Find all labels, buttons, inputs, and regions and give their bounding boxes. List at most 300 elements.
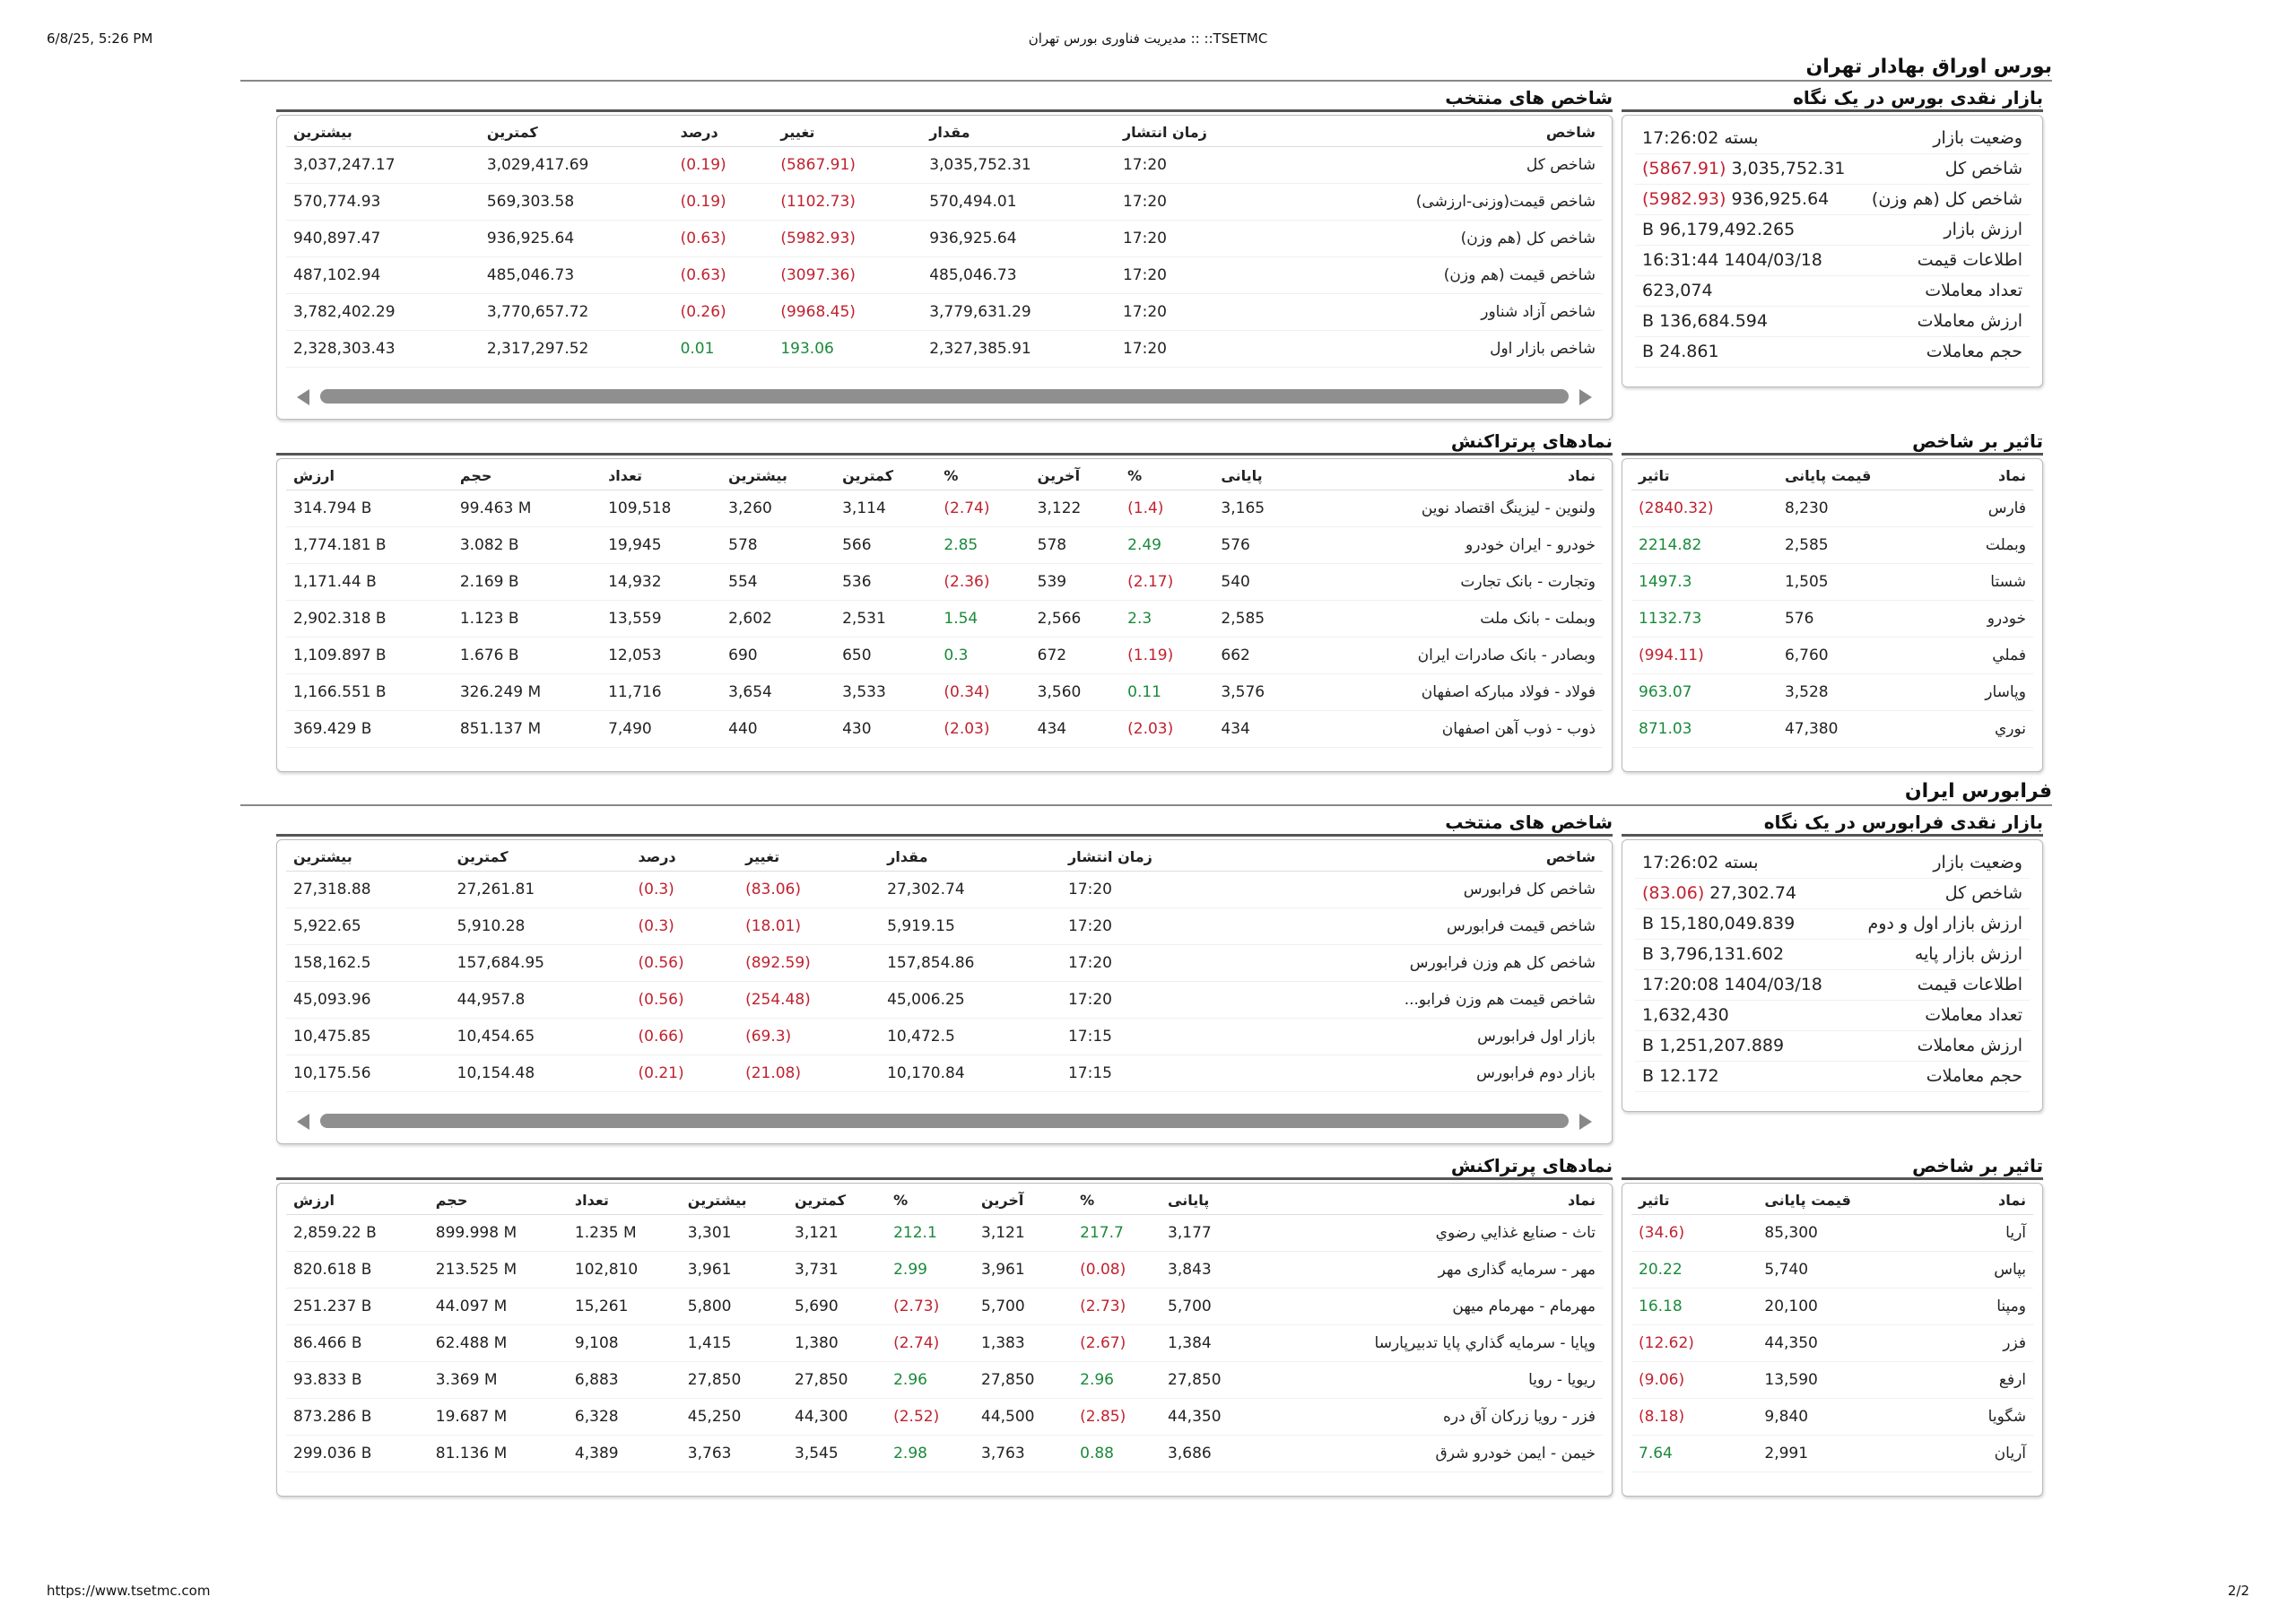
value-cell: 0.88 xyxy=(1073,1435,1161,1471)
value-cell: 578 xyxy=(1031,526,1120,563)
symbol-cell[interactable]: شاخص قیمت هم وزن فرابو... xyxy=(1237,981,1603,1018)
table-row[interactable] xyxy=(286,330,1603,367)
value-cell: 485,046.73 xyxy=(922,256,1116,293)
symbol-cell[interactable]: شستا xyxy=(1943,563,2033,600)
ifb-active-table xyxy=(286,1187,1603,1472)
glance-value: 1404/03/18 16:31:44 xyxy=(1642,250,1822,270)
value-cell: (0.08) xyxy=(1073,1251,1161,1288)
value-cell: 434 xyxy=(1213,710,1303,747)
value-cell: 3,779,631.29 xyxy=(922,293,1116,330)
value-cell: (2.73) xyxy=(1073,1288,1161,1324)
scroll-right-icon[interactable] xyxy=(1579,389,1592,405)
table-row[interactable] xyxy=(286,1288,1603,1324)
column-header[interactable]: کمترین xyxy=(787,1187,886,1214)
table-row[interactable] xyxy=(1631,1324,2033,1361)
glance-value-cell xyxy=(1635,306,1864,336)
symbol-cell[interactable]: مهر - سرمایه گذاری مهر xyxy=(1259,1251,1603,1288)
table-header-row xyxy=(286,1187,1603,1214)
column-header[interactable]: تاثیر xyxy=(1631,463,1778,490)
symbol-cell[interactable]: تاث - صنایع غذایي رضوي xyxy=(1259,1214,1603,1251)
column-header[interactable]: زمان انتشار xyxy=(1116,119,1280,146)
column-header[interactable]: بیشترین xyxy=(286,119,480,146)
column-header[interactable]: % xyxy=(1120,463,1213,490)
symbol-cell[interactable]: شاخص قیمت(وزنی-ارزشی) xyxy=(1280,183,1603,220)
symbol-cell[interactable]: شاخص کل (هم وزن) xyxy=(1280,220,1603,256)
value-cell: 27,302.74 xyxy=(880,871,1061,907)
value-cell: 86.466 B xyxy=(286,1324,429,1361)
value-cell: 45,093.96 xyxy=(286,981,450,1018)
symbol-cell[interactable]: وپایا - سرمایه گذاري پایا تدبیرپارسا xyxy=(1259,1324,1603,1361)
table-row[interactable] xyxy=(286,1214,1603,1251)
ifb-indices-panel xyxy=(276,839,1613,1144)
value-cell: 3,121 xyxy=(787,1214,886,1251)
value-cell: 45,250 xyxy=(681,1398,787,1435)
value-cell: 17:20 xyxy=(1061,907,1237,944)
tse-active-title: نمادهای پرتراکنش xyxy=(276,430,1613,456)
column-header[interactable]: شاخص xyxy=(1280,119,1603,146)
column-header[interactable]: آخرین xyxy=(974,1187,1073,1214)
ifb-indices-table xyxy=(286,844,1603,1092)
glance-value: 27,302.74 xyxy=(1709,883,1796,903)
symbol-cell[interactable]: وتجارت - بانک تجارت xyxy=(1304,563,1603,600)
value-cell: 2.96 xyxy=(1073,1361,1161,1398)
column-header[interactable]: % xyxy=(1073,1187,1161,1214)
value-cell: 10,170.84 xyxy=(880,1055,1061,1091)
glance-value-cell xyxy=(1635,1061,1860,1091)
value-cell: 899.998 M xyxy=(429,1214,568,1251)
symbol-cell[interactable]: شاخص کل xyxy=(1280,146,1603,183)
value-cell: 2,317,297.52 xyxy=(480,330,674,367)
column-header[interactable]: نماد xyxy=(1943,463,2033,490)
value-cell: (0.3) xyxy=(631,871,739,907)
scroll-left-icon[interactable] xyxy=(297,389,309,405)
symbol-cell[interactable]: شاخص کل فرابورس xyxy=(1237,871,1603,907)
value-cell: 2.96 xyxy=(886,1361,974,1398)
value-cell: 17:15 xyxy=(1061,1018,1237,1055)
column-header[interactable]: تغییر xyxy=(738,844,880,871)
column-header[interactable]: کمترین xyxy=(480,119,674,146)
value-cell: 1,505 xyxy=(1778,563,1943,600)
symbol-cell[interactable]: فزر xyxy=(1939,1324,2033,1361)
table-row[interactable] xyxy=(286,600,1603,637)
scrollbar-thumb[interactable] xyxy=(320,1114,1569,1128)
column-header[interactable]: تعداد xyxy=(568,1187,681,1214)
value-cell: 17:20 xyxy=(1116,183,1280,220)
column-header[interactable]: آخرین xyxy=(1031,463,1120,490)
column-header[interactable]: ارزش xyxy=(286,463,453,490)
value-cell: (2.73) xyxy=(886,1288,974,1324)
value-cell: 27,261.81 xyxy=(450,871,631,907)
value-cell: 1132.73 xyxy=(1631,600,1778,637)
value-cell: 3,029,417.69 xyxy=(480,146,674,183)
symbol-cell[interactable]: بازار اول فرابورس xyxy=(1237,1018,1603,1055)
symbol-cell[interactable]: فولاد - فولاد مبارکه اصفهان xyxy=(1304,673,1603,710)
value-cell: (2.36) xyxy=(936,563,1030,600)
value-cell: 2,531 xyxy=(835,600,936,637)
symbol-cell[interactable]: فزر - رویا زرکان آق دره xyxy=(1259,1398,1603,1435)
glance-key: وضعیت بازار xyxy=(1860,847,2030,878)
value-cell: (2.85) xyxy=(1073,1398,1161,1435)
value-cell: 10,472.5 xyxy=(880,1018,1061,1055)
glance-row xyxy=(1635,123,2030,153)
column-header[interactable]: قیمت پایانی xyxy=(1757,1187,1939,1214)
glance-value: 96,179,492.265 B xyxy=(1642,220,1796,239)
symbol-cell[interactable]: شاخص قیمت فرابورس xyxy=(1237,907,1603,944)
value-cell: 1.676 B xyxy=(453,637,601,673)
symbol-cell[interactable]: شاخص آزاد شناور xyxy=(1280,293,1603,330)
value-cell: 3,114 xyxy=(835,490,936,526)
glance-row xyxy=(1635,184,2030,214)
ifb-impact-title: تاثیر بر شاخص xyxy=(1622,1155,2043,1180)
value-cell: 45,006.25 xyxy=(880,981,1061,1018)
value-cell: 1.54 xyxy=(936,600,1030,637)
ifb-impact-panel xyxy=(1622,1183,2043,1497)
glance-value-cell xyxy=(1635,878,1860,908)
glance-change: (83.06) xyxy=(1642,883,1705,903)
table-row[interactable] xyxy=(286,637,1603,673)
glance-value: 12.172 B xyxy=(1642,1066,1719,1086)
value-cell: 1,171.44 B xyxy=(286,563,453,600)
value-cell: (0.26) xyxy=(674,293,774,330)
tse-indices-scrollbar[interactable] xyxy=(286,386,1603,406)
symbol-cell[interactable]: وبملت xyxy=(1943,526,2033,563)
column-header[interactable]: شاخص xyxy=(1237,844,1603,871)
glance-key: حجم معاملات xyxy=(1864,336,2030,367)
value-cell: 3,035,752.31 xyxy=(922,146,1116,183)
value-cell: 3,961 xyxy=(681,1251,787,1288)
value-cell: 44,300 xyxy=(787,1398,886,1435)
value-cell: 650 xyxy=(835,637,936,673)
value-cell: 672 xyxy=(1031,637,1120,673)
table-row[interactable] xyxy=(286,907,1603,944)
symbol-cell[interactable]: بازار دوم فرابورس xyxy=(1237,1055,1603,1091)
table-row[interactable] xyxy=(1631,1214,2033,1251)
value-cell: 2.98 xyxy=(886,1435,974,1471)
column-header[interactable]: حجم xyxy=(453,463,601,490)
value-cell: 27,850 xyxy=(787,1361,886,1398)
value-cell: (0.63) xyxy=(674,220,774,256)
value-cell: 13,590 xyxy=(1757,1361,1939,1398)
table-row[interactable] xyxy=(1631,526,2033,563)
column-header[interactable]: % xyxy=(936,463,1030,490)
table-row[interactable] xyxy=(286,220,1603,256)
table-row[interactable] xyxy=(286,1435,1603,1471)
column-header[interactable]: قیمت پایانی xyxy=(1778,463,1943,490)
value-cell: 93.833 B xyxy=(286,1361,429,1398)
value-cell: (2840.32) xyxy=(1631,490,1778,526)
value-cell: 13,559 xyxy=(601,600,721,637)
symbol-cell[interactable]: ولنوین - لیزینگ اقتصاد نوین xyxy=(1304,490,1603,526)
column-header[interactable]: حجم xyxy=(429,1187,568,1214)
glance-key: اطلاعات قیمت xyxy=(1864,245,2030,275)
value-cell: 16.18 xyxy=(1631,1288,1757,1324)
value-cell: 820.618 B xyxy=(286,1251,429,1288)
value-cell: 2,859.22 B xyxy=(286,1214,429,1251)
value-cell: 44,500 xyxy=(974,1398,1073,1435)
value-cell: 2214.82 xyxy=(1631,526,1778,563)
symbol-cell[interactable]: ذوب - ذوب آهن اصفهان xyxy=(1304,710,1603,747)
column-header[interactable]: بیشترین xyxy=(721,463,835,490)
table-row[interactable] xyxy=(1631,1398,2033,1435)
value-cell: 5,690 xyxy=(787,1288,886,1324)
symbol-cell[interactable]: نوري xyxy=(1943,710,2033,747)
value-cell: 3,533 xyxy=(835,673,936,710)
value-cell: 3,576 xyxy=(1213,673,1303,710)
glance-key: شاخص کل (هم وزن) xyxy=(1864,184,2030,214)
value-cell: 440 xyxy=(721,710,835,747)
symbol-cell[interactable]: شاخص قیمت (هم وزن) xyxy=(1280,256,1603,293)
glance-value: 3,035,752.31 xyxy=(1731,159,1846,178)
print-page-title: مدیریت فناوری بورس تهران :: ::TSETMC xyxy=(1028,30,1268,47)
table-row[interactable] xyxy=(286,1398,1603,1435)
table-row[interactable] xyxy=(286,526,1603,563)
value-cell: 2.169 B xyxy=(453,563,601,600)
symbol-cell[interactable]: فملي xyxy=(1943,637,2033,673)
symbol-cell[interactable]: ارفع xyxy=(1939,1361,2033,1398)
column-header[interactable]: پایانی xyxy=(1161,1187,1259,1214)
glance-key: ارزش معاملات xyxy=(1860,1030,2030,1061)
table-row[interactable] xyxy=(1631,1251,2033,1288)
scroll-left-icon[interactable] xyxy=(297,1114,309,1130)
value-cell: 10,175.56 xyxy=(286,1055,450,1091)
glance-change: (5982.93) xyxy=(1642,189,1726,209)
column-header[interactable]: درصد xyxy=(631,844,739,871)
glance-row xyxy=(1635,908,2030,939)
table-row[interactable] xyxy=(286,183,1603,220)
symbol-cell[interactable]: خودرو - ایران خودرو xyxy=(1304,526,1603,563)
print-page-number: 2/2 xyxy=(2227,1583,2249,1599)
tse-impact-panel xyxy=(1622,458,2043,772)
symbol-cell[interactable]: بپاس xyxy=(1939,1251,2033,1288)
column-header[interactable]: نماد xyxy=(1259,1187,1603,1214)
column-header[interactable]: مقدار xyxy=(880,844,1061,871)
column-header[interactable]: کمترین xyxy=(835,463,936,490)
table-row[interactable] xyxy=(286,710,1603,747)
column-header[interactable]: درصد xyxy=(674,119,774,146)
value-cell: 487,102.94 xyxy=(286,256,480,293)
symbol-cell[interactable]: شگویا xyxy=(1939,1398,2033,1435)
value-cell: 10,475.85 xyxy=(286,1018,450,1055)
table-row[interactable] xyxy=(1631,1288,2033,1324)
value-cell: 1,415 xyxy=(681,1324,787,1361)
table-row[interactable] xyxy=(286,490,1603,526)
table-row[interactable] xyxy=(1631,490,2033,526)
value-cell: 314.794 B xyxy=(286,490,453,526)
value-cell: (5982.93) xyxy=(773,220,922,256)
value-cell: 1497.3 xyxy=(1631,563,1778,600)
table-row[interactable] xyxy=(1631,1361,2033,1398)
table-row[interactable] xyxy=(286,1324,1603,1361)
column-header[interactable]: ارزش xyxy=(286,1187,429,1214)
value-cell: 213.525 M xyxy=(429,1251,568,1288)
column-header[interactable]: نماد xyxy=(1939,1187,2033,1214)
glance-value-cell xyxy=(1635,336,1864,367)
symbol-cell[interactable]: خیمن - ایمن خودرو شرق xyxy=(1259,1435,1603,1471)
glance-row xyxy=(1635,1000,2030,1030)
value-cell: 485,046.73 xyxy=(480,256,674,293)
value-cell: 851.137 M xyxy=(453,710,601,747)
table-row[interactable] xyxy=(1631,637,2033,673)
value-cell: 99.463 M xyxy=(453,490,601,526)
value-cell: 871.03 xyxy=(1631,710,1778,747)
value-cell: 569,303.58 xyxy=(480,183,674,220)
tse-indices-panel xyxy=(276,115,1613,420)
glance-value: 623,074 xyxy=(1642,281,1713,300)
value-cell: 1,109.897 B xyxy=(286,637,453,673)
column-header[interactable]: نماد xyxy=(1304,463,1603,490)
glance-value-cell xyxy=(1635,939,1860,969)
value-cell: 0.01 xyxy=(674,330,774,367)
ifb-indices-scrollbar[interactable] xyxy=(286,1111,1603,1131)
value-cell: 1.123 B xyxy=(453,600,601,637)
value-cell: 2.85 xyxy=(936,526,1030,563)
symbol-cell[interactable]: خودرو xyxy=(1943,600,2033,637)
table-row[interactable] xyxy=(286,673,1603,710)
symbol-cell[interactable]: آریان xyxy=(1939,1435,2033,1471)
value-cell: 0.11 xyxy=(1120,673,1213,710)
symbol-cell[interactable]: فارس xyxy=(1943,490,2033,526)
value-cell: 940,897.47 xyxy=(286,220,480,256)
value-cell: 251.237 B xyxy=(286,1288,429,1324)
table-row[interactable] xyxy=(286,981,1603,1018)
value-cell: 5,700 xyxy=(1161,1288,1259,1324)
column-header[interactable]: پایانی xyxy=(1213,463,1303,490)
value-cell: 12,053 xyxy=(601,637,721,673)
glance-value: 936,925.64 xyxy=(1731,189,1830,209)
value-cell: 430 xyxy=(835,710,936,747)
value-cell: 81.136 M xyxy=(429,1435,568,1471)
tse-active-panel xyxy=(276,458,1613,772)
glance-key: ارزش بازار xyxy=(1864,214,2030,245)
table-row[interactable] xyxy=(286,871,1603,907)
value-cell: 3,843 xyxy=(1161,1251,1259,1288)
value-cell: (69.3) xyxy=(738,1018,880,1055)
value-cell: 1,774.181 B xyxy=(286,526,453,563)
value-cell: 7.64 xyxy=(1631,1435,1757,1471)
table-row[interactable] xyxy=(286,944,1603,981)
value-cell: 2,602 xyxy=(721,600,835,637)
table-row[interactable] xyxy=(286,293,1603,330)
value-cell: 3,961 xyxy=(974,1251,1073,1288)
glance-value: 24.861 B xyxy=(1642,342,1719,361)
value-cell: 299.036 B xyxy=(286,1435,429,1471)
table-row[interactable] xyxy=(286,563,1603,600)
value-cell: 1,384 xyxy=(1161,1324,1259,1361)
value-cell: 2,327,385.91 xyxy=(922,330,1116,367)
column-header[interactable]: بیشترین xyxy=(286,844,450,871)
column-header[interactable]: تعداد xyxy=(601,463,721,490)
value-cell: (2.67) xyxy=(1073,1324,1161,1361)
symbol-cell[interactable]: وبصادر - بانک صادرات ایران xyxy=(1304,637,1603,673)
tse-impact-table xyxy=(1631,463,2033,748)
value-cell: 10,454.65 xyxy=(450,1018,631,1055)
symbol-cell[interactable]: وبملت - بانک ملت xyxy=(1304,600,1603,637)
value-cell: 3,121 xyxy=(974,1214,1073,1251)
glance-row xyxy=(1635,939,2030,969)
symbol-cell[interactable]: وپاسار xyxy=(1943,673,2033,710)
ifb-indices-title: شاخص های منتخب xyxy=(276,812,1613,837)
tse-section-title: بورس اوراق بهادار تهران xyxy=(240,56,2052,82)
value-cell: 44,350 xyxy=(1161,1398,1259,1435)
table-row[interactable] xyxy=(286,256,1603,293)
table-row[interactable] xyxy=(286,1055,1603,1091)
print-url[interactable]: https://www.tsetmc.com xyxy=(47,1583,211,1599)
symbol-cell[interactable]: آریا xyxy=(1939,1214,2033,1251)
symbol-cell[interactable]: شاخص کل هم وزن فرابورس xyxy=(1237,944,1603,981)
value-cell: (0.19) xyxy=(674,146,774,183)
table-row[interactable] xyxy=(286,1018,1603,1055)
column-header[interactable]: کمترین xyxy=(450,844,631,871)
ifb-impact-table xyxy=(1631,1187,2033,1472)
scroll-right-icon[interactable] xyxy=(1579,1114,1592,1130)
value-cell: 3,731 xyxy=(787,1251,886,1288)
symbol-cell[interactable]: مهرمام - مهرمام میهن xyxy=(1259,1288,1603,1324)
value-cell: (2.03) xyxy=(1120,710,1213,747)
value-cell: 158,162.5 xyxy=(286,944,450,981)
glance-key: وضعیت بازار xyxy=(1864,123,2030,153)
glance-value-cell xyxy=(1635,123,1864,153)
value-cell: 576 xyxy=(1213,526,1303,563)
glance-key: شاخص کل xyxy=(1860,878,2030,908)
value-cell: 3,037,247.17 xyxy=(286,146,480,183)
value-cell: 15,261 xyxy=(568,1288,681,1324)
ifb-active-title: نمادهای پرتراکنش xyxy=(276,1155,1613,1180)
tse-active-table xyxy=(286,463,1603,748)
symbol-cell[interactable]: ریویا - رویا xyxy=(1259,1361,1603,1398)
tse-glance-panel xyxy=(1622,115,2043,387)
glance-key: اطلاعات قیمت xyxy=(1860,969,2030,1000)
value-cell: 540 xyxy=(1213,563,1303,600)
value-cell: 6,760 xyxy=(1778,637,1943,673)
value-cell: 20,100 xyxy=(1757,1288,1939,1324)
value-cell: 0.3 xyxy=(936,637,1030,673)
value-cell: 3,545 xyxy=(787,1435,886,1471)
value-cell: (2.52) xyxy=(886,1398,974,1435)
column-header[interactable]: % xyxy=(886,1187,974,1214)
table-row[interactable] xyxy=(1631,563,2033,600)
table-row[interactable] xyxy=(1631,673,2033,710)
value-cell: 6,328 xyxy=(568,1398,681,1435)
value-cell: 5,910.28 xyxy=(450,907,631,944)
table-row[interactable] xyxy=(1631,710,2033,747)
table-row[interactable] xyxy=(1631,600,2033,637)
symbol-cell[interactable]: شاخص بازار اول xyxy=(1280,330,1603,367)
column-header[interactable]: تاثیر xyxy=(1631,1187,1757,1214)
table-row[interactable] xyxy=(286,146,1603,183)
table-row[interactable] xyxy=(286,1361,1603,1398)
table-row[interactable] xyxy=(1631,1435,2033,1471)
value-cell: (254.48) xyxy=(738,981,880,1018)
glance-value: 15,180,049.839 B xyxy=(1642,914,1796,933)
value-cell: 5,922.65 xyxy=(286,907,450,944)
glance-key: تعداد معاملات xyxy=(1860,1000,2030,1030)
table-row[interactable] xyxy=(286,1251,1603,1288)
column-header[interactable]: زمان انتشار xyxy=(1061,844,1237,871)
value-cell: 9,840 xyxy=(1757,1398,1939,1435)
value-cell: 566 xyxy=(835,526,936,563)
value-cell: 157,854.86 xyxy=(880,944,1061,981)
value-cell: 3,301 xyxy=(681,1214,787,1251)
value-cell: (9.06) xyxy=(1631,1361,1757,1398)
column-header[interactable]: بیشترین xyxy=(681,1187,787,1214)
symbol-cell[interactable]: ومپنا xyxy=(1939,1288,2033,1324)
glance-value-cell xyxy=(1635,847,1860,878)
scrollbar-thumb[interactable] xyxy=(320,389,1569,404)
column-header[interactable]: تغییر xyxy=(773,119,922,146)
value-cell: 17:20 xyxy=(1116,330,1280,367)
value-cell: 1.235 M xyxy=(568,1214,681,1251)
column-header[interactable]: مقدار xyxy=(922,119,1116,146)
